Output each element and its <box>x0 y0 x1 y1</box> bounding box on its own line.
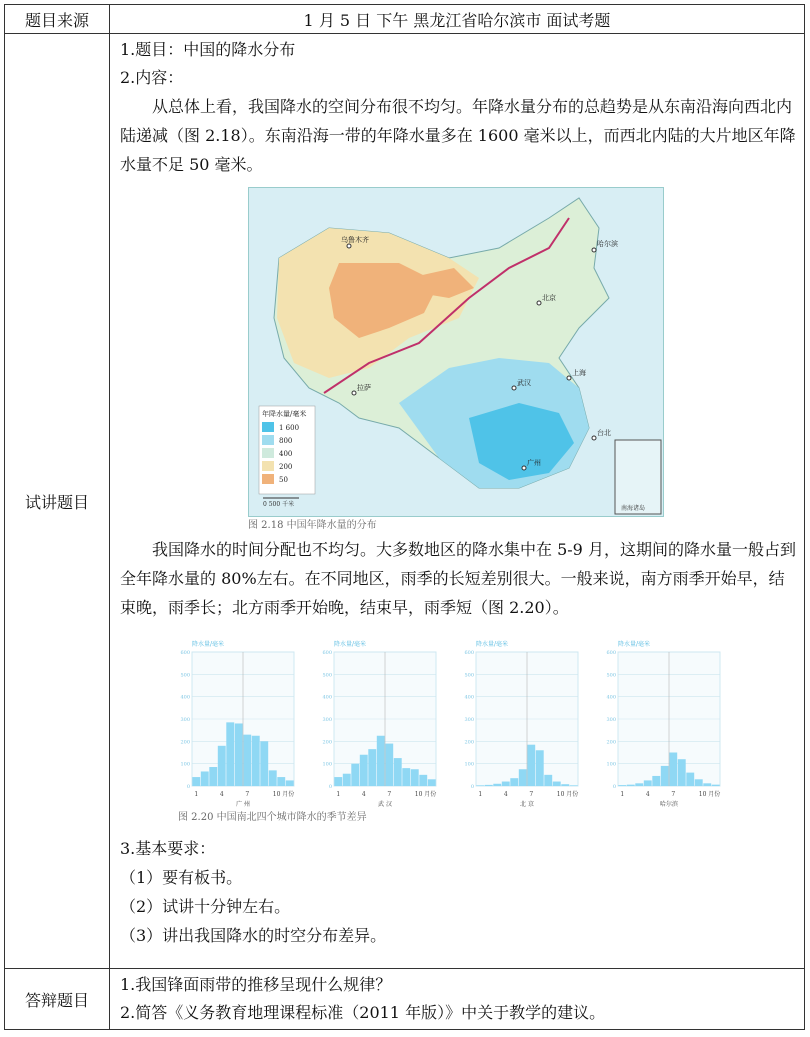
chart-bar <box>235 723 243 786</box>
lecture-row <box>5 34 805 969</box>
city-harbin: 哈尔滨 <box>597 240 618 248</box>
chart-bar <box>502 782 510 786</box>
chart-y-tick: 500 <box>322 672 332 679</box>
chart-y-tick: 400 <box>180 694 190 701</box>
chart-bar <box>618 785 626 786</box>
chart-bar <box>635 783 643 786</box>
chart-bar <box>712 785 720 786</box>
city-guangzhou: 广州 <box>527 459 541 467</box>
chart-bar <box>377 736 385 786</box>
chart-bar <box>527 745 535 786</box>
chart-x-tick: 1 <box>336 791 341 798</box>
chart-y-tick: 100 <box>464 761 474 768</box>
chart-bar <box>669 753 677 787</box>
charts-caption: 图 2.20 中国南北四个城市降水的季节差异 <box>178 812 367 823</box>
legend-swatch <box>262 474 274 484</box>
chart-x-tick: 7 <box>245 791 250 798</box>
chart-y-tick: 600 <box>606 650 616 656</box>
city-urumqi: 乌鲁木齐 <box>341 236 369 244</box>
source-value: 1 月 5 日 下午 黑龙江省哈尔滨市 面试考题 <box>110 5 805 34</box>
requirement-1: （1）要有板书。 <box>120 868 243 887</box>
chart-bar <box>703 783 711 786</box>
city-lhasa: 拉萨 <box>357 384 371 392</box>
chart-bar <box>695 779 703 786</box>
chart-title: 哈尔滨 <box>659 801 679 808</box>
chart-bar <box>286 780 294 786</box>
chart-bar <box>476 785 484 786</box>
chart-bar <box>218 746 226 786</box>
chart-y-tick: 200 <box>322 739 332 746</box>
chart-bar <box>209 767 217 786</box>
legend-item-label: 400 <box>279 450 293 458</box>
chart-y-tick: 0 <box>612 784 616 790</box>
lecture-content <box>110 34 805 969</box>
paragraph-temporal: 我国降水的时间分配也不均匀。大多数地区的降水集中在 5-9 月，这期间的降水量一般占到全年降水量的 80%左右。在不同地区，雨季的长短差别很大。一般来说，南方雨季开始早，结束晚，雨季长；北方雨季开始晚，结束早，雨季短（图 2.20）。 <box>120 540 796 617</box>
defense-question-1: 1.我国锋面雨带的推移呈现什么规律？ <box>120 975 392 994</box>
defense-row <box>5 969 805 1030</box>
chart-bar <box>428 779 436 786</box>
chart-y-tick: 300 <box>180 717 190 723</box>
chart-title: 广 州 <box>236 801 250 808</box>
chart-bar <box>570 785 578 786</box>
city-beijing: 北京 <box>542 294 556 302</box>
charts-row <box>174 636 798 808</box>
chart-guangzhou <box>174 636 298 808</box>
chart-y-tick: 100 <box>180 761 190 768</box>
chart-x-tick: 7 <box>387 791 392 798</box>
legend-item-label: 800 <box>279 437 293 445</box>
chart-title: 北 京 <box>520 801 534 808</box>
chart-x-tick: 7 <box>671 791 676 798</box>
chart-ylabel: 降水量/毫米 <box>476 641 509 648</box>
chart-y-tick: 0 <box>470 784 474 790</box>
requirement-2: （2）试讲十分钟左右。 <box>120 897 291 916</box>
chart-bar <box>485 785 493 786</box>
chart-y-tick: 300 <box>464 717 474 723</box>
chart-bar <box>678 759 686 786</box>
chart-y-tick: 0 <box>186 784 190 790</box>
chart-wuhan <box>316 636 440 808</box>
chart-x-tick: 10 月份 <box>556 791 579 798</box>
chart-bar <box>553 782 561 786</box>
legend-swatch <box>262 422 274 432</box>
chart-y-tick: 200 <box>180 739 190 746</box>
chart-harbin <box>600 636 724 808</box>
city-taipei: 台北 <box>597 429 611 437</box>
chart-bar <box>192 777 200 786</box>
lecture-title: 1.题目：中国的降水分布 <box>120 40 296 59</box>
legend-swatch <box>262 448 274 458</box>
chart-y-tick: 0 <box>328 784 332 790</box>
chart-bar <box>661 766 669 786</box>
south-sea-inset <box>615 440 661 514</box>
chart-bar <box>644 780 652 786</box>
map-caption: 图 2.18 中国年降水量的分布 <box>248 520 377 531</box>
map-legend <box>259 406 315 494</box>
chart-y-tick: 500 <box>606 672 616 679</box>
chart-x-tick: 1 <box>478 791 483 798</box>
chart-bar <box>510 778 518 786</box>
chart-bar <box>519 769 527 786</box>
chart-y-tick: 500 <box>464 672 474 679</box>
city-wuhan: 武汉 <box>517 379 531 387</box>
chart-y-tick: 400 <box>606 694 616 701</box>
chart-bar <box>394 758 402 786</box>
header-row <box>5 5 805 34</box>
exam-table <box>4 4 805 1030</box>
chart-ylabel: 降水量/毫米 <box>618 641 651 648</box>
chart-y-tick: 300 <box>322 717 332 723</box>
legend-title: 年降水量/毫米 <box>262 410 307 418</box>
chart-y-tick: 600 <box>180 650 190 656</box>
chart-bar <box>343 774 351 786</box>
chart-bar <box>368 749 376 786</box>
chart-bar <box>686 773 694 786</box>
chart-y-tick: 200 <box>464 739 474 746</box>
legend-item-label: 50 <box>279 476 288 484</box>
chart-y-tick: 100 <box>322 761 332 768</box>
chart-x-tick: 1 <box>194 791 199 798</box>
chart-ylabel: 降水量/毫米 <box>192 641 225 648</box>
chart-x-tick: 1 <box>620 791 625 798</box>
chart-y-tick: 600 <box>464 650 474 656</box>
chart-bar <box>402 768 410 786</box>
defense-label: 答辩题目 <box>5 969 110 1030</box>
chart-x-tick: 10 月份 <box>698 791 721 798</box>
legend-swatch <box>262 461 274 471</box>
chart-x-tick: 4 <box>503 791 508 798</box>
defense-content <box>110 969 805 1030</box>
chart-title: 武 汉 <box>378 801 392 808</box>
chart-bar <box>544 775 552 786</box>
chart-x-tick: 4 <box>361 791 366 798</box>
paragraph-spatial: 从总体上看，我国降水的空间分布很不均匀。年降水量分布的总趋势是从东南沿海向西北内陆递减（图 2.18）。东南沿海一带的年降水量多在 1600 毫米以上，而西北内陆的大片地区年降水量不足 50 毫米。 <box>120 97 796 174</box>
chart-x-tick: 4 <box>645 791 650 798</box>
lecture-label: 试讲题目 <box>5 34 110 969</box>
chart-bar <box>419 775 427 786</box>
chart-y-tick: 600 <box>322 650 332 656</box>
precipitation-map <box>248 187 664 517</box>
scale-bar-label: 0 500 千米 <box>263 501 295 508</box>
chart-bar <box>351 764 359 786</box>
defense-question-2: 2.简答《义务教育地理课程标准（2011 年版）》中关于教学的建议。 <box>120 1003 606 1022</box>
china-map-svg <box>249 188 663 516</box>
chart-bar <box>252 736 260 786</box>
chart-bar <box>652 776 660 786</box>
chart-x-tick: 10 月份 <box>272 791 295 798</box>
chart-bar <box>226 722 234 786</box>
source-label: 题目来源 <box>5 5 110 34</box>
chart-bar <box>269 770 277 786</box>
chart-bar <box>243 735 251 786</box>
chart-y-tick: 300 <box>606 717 616 723</box>
chart-bar <box>536 750 544 786</box>
chart-x-tick: 10 月份 <box>414 791 437 798</box>
chart-beijing <box>458 636 582 808</box>
chart-y-tick: 200 <box>606 739 616 746</box>
inset-label: 南海诸岛 <box>621 505 646 512</box>
chart-bar <box>277 777 285 786</box>
chart-bar <box>411 769 419 786</box>
requirement-3: （3）讲出我国降水的时空分布差异。 <box>120 926 387 945</box>
legend-swatch <box>262 435 274 445</box>
chart-bar <box>260 741 268 786</box>
chart-bar <box>493 784 501 786</box>
chart-ylabel: 降水量/毫米 <box>334 641 367 648</box>
legend-item-label: 1 600 <box>279 424 300 432</box>
chart-y-tick: 400 <box>322 694 332 701</box>
chart-bar <box>385 744 393 786</box>
chart-y-tick: 500 <box>180 672 190 679</box>
requirements-heading: 3.基本要求： <box>120 839 216 858</box>
chart-bar <box>360 755 368 786</box>
content-heading: 2.内容： <box>120 68 184 87</box>
chart-y-tick: 400 <box>464 694 474 701</box>
chart-bar <box>334 777 342 786</box>
chart-bar <box>627 785 635 786</box>
chart-x-tick: 7 <box>529 791 534 798</box>
city-shanghai: 上海 <box>572 369 586 377</box>
chart-bar <box>561 784 569 786</box>
legend-item-label: 200 <box>279 463 293 471</box>
chart-y-tick: 100 <box>606 761 616 768</box>
chart-x-tick: 4 <box>219 791 224 798</box>
chart-bar <box>201 771 209 786</box>
